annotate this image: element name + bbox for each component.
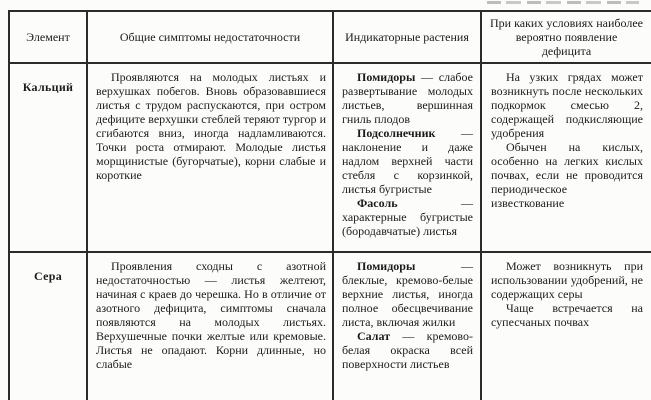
condition-paragraph: На узких грядах может возникнуть после нескольких подкормок смесью 2, содержащей подкисляющие удобрения [491,70,643,140]
indicator-plant-entry [342,259,473,329]
column-header-element-label: Элемент [26,30,70,44]
plant-desc: — характерные бугристые (бородавчатые) листья [342,196,473,238]
indicator-plant-entry [342,196,473,238]
plant-name: Фасоль [357,196,398,210]
clipped-caption-remnant [487,1,639,4]
plant-name: Салат [357,329,391,343]
plant-name: Подсолнечник [357,126,436,140]
row-calcium-conditions [482,64,651,253]
indicator-plant-entry [342,70,473,126]
plant-desc: — кремово-белая окраска всей поверхности листьев [342,329,473,371]
condition-paragraph: Может возникнуть при использовании удобрений, не содержащих серы [491,259,643,301]
row-sulfur-symptoms [88,253,334,400]
column-header-symptoms [88,12,334,64]
row-sulfur-indicator-plants [334,253,482,400]
indicator-plant-entry [342,329,473,371]
plant-name: Помидоры [357,70,416,84]
indicator-plant-entry [342,126,473,196]
row-sulfur-element: Сера [10,253,88,400]
column-header-element [10,12,88,64]
plant-desc: — наклонение и даже надлом верхней части стебля с корзинкой, листья бугристые [342,126,473,196]
column-header-indicator-plants [334,12,482,64]
column-header-conditions [482,12,651,64]
column-header-conditions-label: При каких условиях наиболее вероятно появление дефицита [490,16,643,58]
plant-desc: — блеклые, кремово-белые верхние листья, иногда полное обесцвечивание листа, включая жилки [342,259,473,329]
plant-desc: — слабое развертывание молодых листьев, вершинная гниль плодов [342,70,473,126]
symptoms-paragraph: Проявляются на молодых листьях и верхушках побегов. Вновь образовавшиеся листья с трудом распускаются, при остром дефиците верхушки стеблей теряют тургор и сгибаются вниз, иногда надламливаются. Точки роста отмирают. Молодые листья морщинистые (бугорчатые), корни слабые и короткие [96,70,326,182]
row-calcium-indicator-plants [334,64,482,253]
symptoms-paragraph: Проявления сходны с азотной недостаточностью — листья желтеют, начиная с краев до черешка. Но в отличие от азотного дефицита, симптомы сначала появляются на молодых листьях. Верхушечные почки желтые или кремовые. Листья не опадают. Корни длинные, но слабые [96,259,326,371]
condition-paragraph: Чаще встречается на супесчаных почвах [491,301,643,329]
row-sulfur-conditions [482,253,651,400]
row-calcium-element: Кальций [10,64,88,253]
row-calcium-symptoms [88,64,334,253]
plant-name: Помидоры [357,259,416,273]
column-header-indicator-plants-label: Индикаторные растения [345,30,469,44]
condition-paragraph: Обычен на кислых, особенно на легких кислых почвах, если не проводится периодическое известкование [491,140,643,210]
deficiency-table [8,10,651,400]
column-header-symptoms-label: Общие симптомы недостаточности [119,30,301,44]
